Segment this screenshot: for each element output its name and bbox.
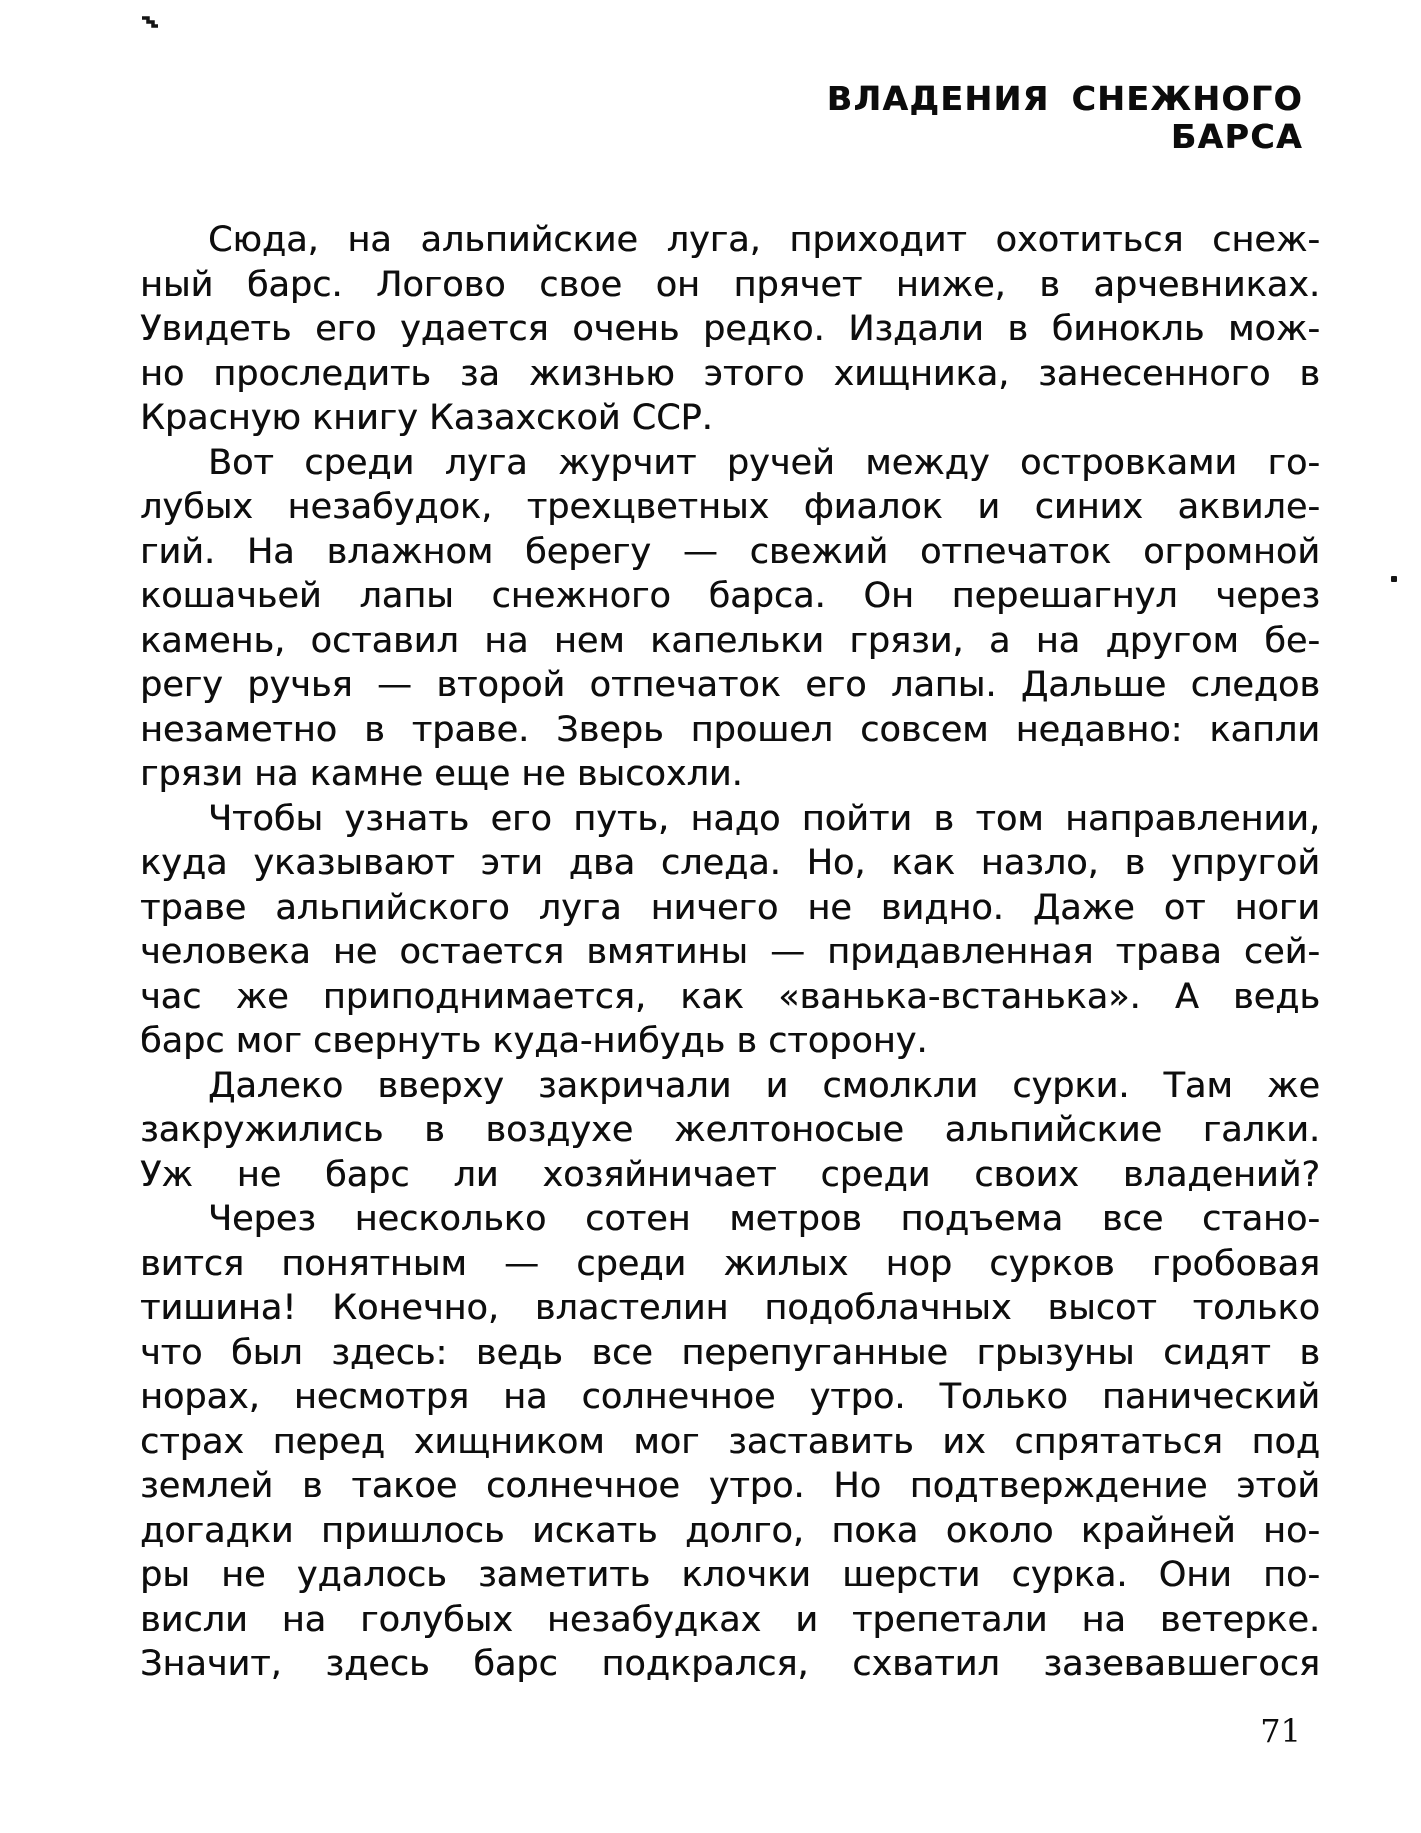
text-line: Значит, здесь барс подкрался, схватил зазевавшегося — [140, 1644, 1320, 1684]
text-line: висли на голубых незабудках и трепетали на ветерке. — [140, 1599, 1320, 1640]
text-line: человека не остается вмятины — придавленная трава сей- — [140, 932, 1320, 972]
text-line: вится понятным — среди жилых нор сурков гробовая — [140, 1243, 1320, 1284]
text-line: страх перед хищником мог заставить их спрятаться под — [140, 1421, 1320, 1462]
ink-dot-icon — [1391, 576, 1397, 582]
text-line: незаметно в траве. Зверь прошел совсем недавно: капли — [140, 709, 1320, 750]
text-line: лубых незабудок, трехцветных фиалок и синих аквиле- — [140, 487, 1320, 527]
text-line: Через несколько сотен метров подъема все стано- — [208, 1199, 1320, 1239]
text-line: но проследить за жизнью этого хищника, занесенного в — [140, 353, 1320, 394]
text-line: барс мог свернуть куда-нибудь в сторону. — [140, 1021, 928, 1061]
text-line: тишина! Конечно, властелин подоблачных высот только — [140, 1288, 1320, 1328]
text-line: грязи на камне еще не высохли. — [140, 754, 743, 794]
text-line: час же приподнимается, как «ванька-встанька». А ведь — [140, 976, 1320, 1017]
text-line: ры не удалось заметить клочки шерсти сурка. Они по- — [140, 1555, 1320, 1595]
text-line: траве альпийского луга ничего не видно. Даже от ноги — [140, 887, 1320, 928]
text-line: Чтобы узнать его путь, надо пойти в том направлении, — [208, 798, 1320, 839]
chapter-title — [827, 80, 1303, 156]
text-line: Вот среди луга журчит ручей между островками го- — [208, 442, 1320, 483]
ink-speck-icon — [141, 13, 159, 26]
text-line: Увидеть его удается очень редко. Издали в бинокль мож- — [140, 309, 1320, 349]
chapter-title-line-1: ВЛАДЕНИЯ СНЕЖНОГО — [826, 79, 1303, 118]
text-line: норах, несмотря на солнечное утро. Только панический — [140, 1377, 1320, 1417]
text-line: гий. На влажном берегу — свежий отпечаток огромной — [140, 531, 1320, 572]
text-line: кошачьей лапы снежного барса. Он перешагнул через — [140, 576, 1320, 616]
text-line: землей в такое солнечное утро. Но подтверждение этой — [140, 1466, 1320, 1506]
text-line: Уж не барс ли хозяйничает среди своих владений? — [140, 1154, 1320, 1195]
text-line: Далеко вверху закричали и смолкли сурки. Там же — [208, 1065, 1320, 1106]
page-number: 71 — [1260, 1712, 1301, 1750]
text-line: куда указывают эти два следа. Но, как назло, в упругой — [140, 843, 1320, 883]
body-text — [140, 218, 1320, 1687]
text-line: регу ручья — второй отпечаток его лапы. Дальше следов — [140, 665, 1320, 705]
text-line: ный барс. Логово свое он прячет ниже, в арчевниках. — [140, 264, 1320, 305]
text-line: что был здесь: ведь все перепуганные грызуны сидят в — [140, 1332, 1320, 1373]
text-line: закружились в воздухе желтоносые альпийские галки. — [140, 1110, 1320, 1150]
text-line: догадки пришлось искать долго, пока около крайней но- — [140, 1510, 1320, 1551]
chapter-title-line-2: БАРСА — [1170, 117, 1303, 156]
text-line: камень, оставил на нем капельки грязи, а на другом бе- — [140, 620, 1320, 661]
text-line: Сюда, на альпийские луга, приходит охотиться снеж- — [208, 220, 1320, 260]
text-line: Красную книгу Казахской ССР. — [140, 398, 713, 438]
